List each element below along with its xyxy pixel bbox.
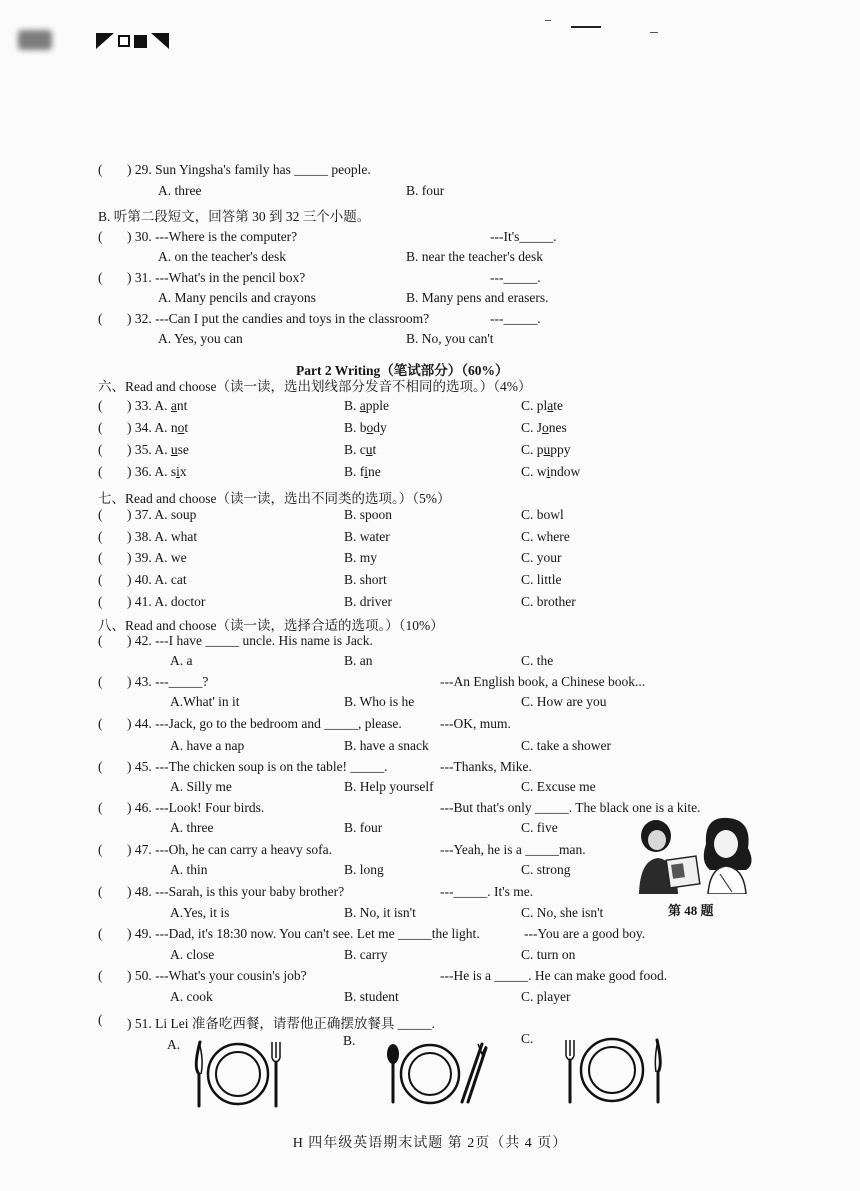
option-a: A. three <box>158 183 202 198</box>
answer-bracket: ( <box>98 420 103 435</box>
place-setting-b-icon <box>384 1040 488 1106</box>
answer-bracket: ( <box>98 594 103 609</box>
response-text: ---You are a good boy. <box>524 926 646 941</box>
triangle-marker-icon <box>151 33 169 49</box>
response-text: ---He is a _____. He can make good food. <box>440 968 668 983</box>
option-b: B. Who is he <box>344 694 415 709</box>
option-a: A. Yes, you can <box>158 331 243 346</box>
square-outline-marker-icon <box>118 35 130 47</box>
option-a: ) 40. A. cat <box>127 572 187 587</box>
option-c: C. five <box>521 820 558 835</box>
option-b: B. Help yourself <box>344 779 434 794</box>
option-b: B. fine <box>344 464 381 479</box>
option-a: ) 37. A. soup <box>127 507 197 522</box>
option-c: C. little <box>521 572 562 587</box>
answer-bracket: ( <box>98 398 103 413</box>
option-a: A. Many pencils and crayons <box>158 290 316 305</box>
option-c: C. player <box>521 989 571 1004</box>
question-30 <box>0 229 860 249</box>
option-a: A. on the teacher's desk <box>158 249 287 264</box>
question-48-options <box>0 905 860 925</box>
answer-bracket: ( <box>98 550 103 565</box>
question-32 <box>0 311 860 331</box>
answer-bracket: ( <box>98 311 103 326</box>
question-43 <box>0 674 860 694</box>
response-text: ---Thanks, Mike. <box>440 759 532 774</box>
section-6-heading: 六、Read and choose（读一读，选出划线部分发音不相同的选项。）（4%） <box>98 379 532 394</box>
option-a: ) 39. A. we <box>127 550 187 565</box>
response-text: ---_____. <box>490 270 541 285</box>
option-b: B. cut <box>344 442 377 457</box>
option-c: C. plate <box>521 398 564 413</box>
answer-bracket: ( <box>98 464 103 479</box>
blurred-header-mark <box>18 30 52 50</box>
response-text: ---_____. It's me. <box>440 884 534 899</box>
question-38 <box>0 529 860 549</box>
option-c: C. your <box>521 550 562 565</box>
question-50 <box>0 968 860 988</box>
question-44 <box>0 716 860 736</box>
question-44-options <box>0 738 860 758</box>
option-b: B. short <box>344 572 387 587</box>
option-b: B. my <box>344 550 378 565</box>
answer-bracket: ( <box>98 529 103 544</box>
question-40 <box>0 572 860 592</box>
question-text: ) 30. ---Where is the computer? <box>127 229 298 244</box>
response-text: ---_____. <box>490 311 541 326</box>
option-a: ) 36. A. six <box>127 464 187 479</box>
option-b: B. student <box>344 989 399 1004</box>
option-a: A. three <box>170 820 214 835</box>
place-setting-c-icon <box>562 1036 666 1106</box>
option-a: A. <box>167 1037 181 1052</box>
question-text: ) 43. ---_____? <box>127 674 209 689</box>
square-filled-marker-icon <box>134 35 147 48</box>
triangle-marker-icon <box>96 33 114 49</box>
option-b: B. an <box>344 653 373 668</box>
question-31 <box>0 270 860 290</box>
option-a: A. a <box>170 653 193 668</box>
answer-bracket: ( <box>98 162 103 177</box>
option-b: B. carry <box>344 947 388 962</box>
answer-bracket: ( <box>98 572 103 587</box>
question-text: ) 29. Sun Yingsha's family has _____ people. <box>127 162 371 177</box>
answer-bracket: ( <box>98 716 103 731</box>
question-45 <box>0 759 860 779</box>
question-49-options <box>0 947 860 967</box>
answer-bracket: ( <box>98 442 103 457</box>
option-a: A.What' in it <box>170 694 240 709</box>
option-c: C. window <box>521 464 581 479</box>
question-text: ) 46. ---Look! Four birds. <box>127 800 265 815</box>
option-b: B. <box>343 1033 356 1048</box>
question-text: ) 42. ---I have _____ uncle. His name is Jack. <box>127 633 373 648</box>
question-33 <box>0 398 860 418</box>
option-c: C. <box>521 1031 534 1046</box>
question-41 <box>0 594 860 614</box>
question-42 <box>0 633 860 653</box>
question-text: ) 32. ---Can I put the candies and toys in the classroom? <box>127 311 430 326</box>
option-a: ) 38. A. what <box>127 529 198 544</box>
question-text: ) 50. ---What's your cousin's job? <box>127 968 307 983</box>
option-a: A. thin <box>170 862 208 877</box>
option-b: B. apple <box>344 398 390 413</box>
answer-bracket: ( <box>98 229 103 244</box>
question-31-options <box>0 290 860 310</box>
answer-bracket: ( <box>98 968 103 983</box>
option-c: C. No, she isn't <box>521 905 604 920</box>
scan-marker-icons <box>96 32 169 50</box>
option-c: C. brother <box>521 594 576 609</box>
option-a: A.Yes, it is <box>170 905 230 920</box>
option-c: C. where <box>521 529 570 544</box>
question-text: ) 31. ---What's in the pencil box? <box>127 270 306 285</box>
question-29 <box>0 162 860 182</box>
part-2-heading: Part 2 Writing（笔试部分）（60%） <box>296 363 509 378</box>
option-b: B. have a snack <box>344 738 429 753</box>
option-a: ) 35. A. use <box>127 442 189 457</box>
question-45-options <box>0 779 860 799</box>
option-a: ) 33. A. ant <box>127 398 188 413</box>
option-c: C. Excuse me <box>521 779 596 794</box>
option-b: B. No, you can't <box>406 331 494 346</box>
question-36 <box>0 464 860 484</box>
option-c: C. puppy <box>521 442 571 457</box>
response-text: ---But that's only _____. The black one is a kite. <box>440 800 701 815</box>
answer-bracket: ( <box>98 884 103 899</box>
question-39 <box>0 550 860 570</box>
place-setting-a-icon <box>192 1038 286 1110</box>
section-b-instruction: B. 听第二段短文，回答第 30 到 32 三个小题。 <box>98 209 371 224</box>
question-43-options <box>0 694 860 714</box>
illustration-caption: 第 48 题 <box>668 903 714 918</box>
page-footer: H 四年级英语期末试题 第 2页（共 4 页） <box>292 1136 568 1151</box>
question-29-options <box>0 183 860 203</box>
option-b: B. No, it isn't <box>344 905 416 920</box>
question-42-options <box>0 653 860 673</box>
option-b: B. driver <box>344 594 392 609</box>
option-b: B. water <box>344 529 390 544</box>
option-a: ) 41. A. doctor <box>127 594 206 609</box>
question-51 <box>0 1012 860 1032</box>
response-text: ---An English book, a Chinese book... <box>440 674 646 689</box>
option-b: B. spoon <box>344 507 393 522</box>
question-text: ) 51. Li Lei 准备吃西餐，请帮他正确摆放餐具 _____. <box>127 1016 435 1031</box>
section-7-heading: 七、Read and choose（读一读，选出不同类的选项。）（5%） <box>98 491 451 506</box>
option-c: C. the <box>521 653 554 668</box>
question-text: ) 47. ---Oh, he can carry a heavy sofa. <box>127 842 333 857</box>
option-c: C. turn on <box>521 947 576 962</box>
response-text: ---OK, mum. <box>440 716 511 731</box>
header-line <box>571 26 601 28</box>
answer-bracket: ( <box>98 800 103 815</box>
option-b: B. four <box>344 820 383 835</box>
question-50-options <box>0 989 860 1009</box>
option-b: B. long <box>344 862 384 877</box>
option-a: ) 34. A. not <box>127 420 189 435</box>
answer-bracket: ( <box>98 674 103 689</box>
option-c: C. bowl <box>521 507 564 522</box>
answer-bracket: ( <box>98 633 103 648</box>
option-a: A. have a nap <box>170 738 245 753</box>
option-c: C. How are you <box>521 694 607 709</box>
question-text: ) 45. ---The chicken soup is on the table! _____. <box>127 759 388 774</box>
question-30-options <box>0 249 860 269</box>
option-a: A. cook <box>170 989 213 1004</box>
header-line <box>650 32 658 33</box>
option-b: B. Many pens and erasers. <box>406 290 549 305</box>
option-b: B. four <box>406 183 445 198</box>
answer-bracket: ( <box>98 1012 103 1027</box>
option-b: B. body <box>344 420 387 435</box>
section-8-heading: 八、Read and choose（读一读，选择合适的选项。）（10%） <box>98 618 444 633</box>
question-37 <box>0 507 860 527</box>
answer-bracket: ( <box>98 842 103 857</box>
option-a: A. Silly me <box>170 779 232 794</box>
question-text: ) 44. ---Jack, go to the bedroom and _____, please. <box>127 716 402 731</box>
question-text: ) 48. ---Sarah, is this your baby brother? <box>127 884 345 899</box>
option-a: A. close <box>170 947 215 962</box>
answer-bracket: ( <box>98 270 103 285</box>
response-text: ---It's_____. <box>490 229 557 244</box>
response-text: ---Yeah, he is a _____man. <box>440 842 586 857</box>
option-c: C. Jones <box>521 420 567 435</box>
question-34 <box>0 420 860 440</box>
option-c: C. take a shower <box>521 738 611 753</box>
answer-bracket: ( <box>98 759 103 774</box>
question-35 <box>0 442 860 462</box>
question-48-illustration <box>636 814 756 894</box>
answer-bracket: ( <box>98 507 103 522</box>
option-b: B. near the teacher's desk <box>406 249 543 264</box>
question-49 <box>0 926 860 946</box>
question-32-options <box>0 331 860 351</box>
option-c: C. strong <box>521 862 571 877</box>
answer-bracket: ( <box>98 926 103 941</box>
header-line <box>545 20 551 21</box>
question-text: ) 49. ---Dad, it's 18:30 now. You can't see. Let me _____the light. <box>127 926 480 941</box>
